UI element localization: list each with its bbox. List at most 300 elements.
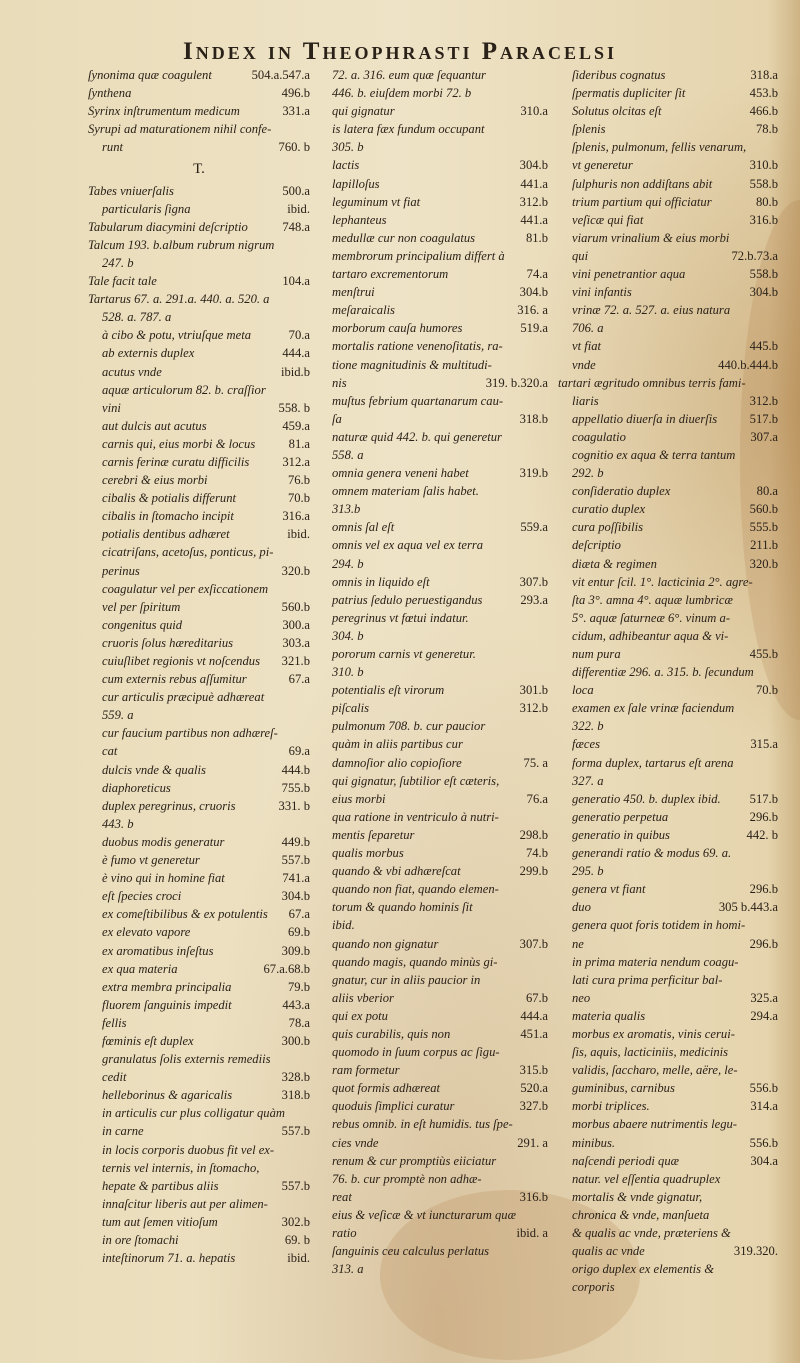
index-entry <box>558 536 778 554</box>
entry-text: 294. b <box>332 556 364 571</box>
entry-text: aliis vberior <box>332 990 394 1005</box>
page-reference: 305 b.443.a <box>718 900 778 915</box>
page-reference: 500.a <box>282 183 310 198</box>
entry-text: ex aromatibus inſeſtus <box>102 943 214 958</box>
page-reference: 300.b <box>281 1033 310 1048</box>
index-entry <box>558 1134 778 1152</box>
page-reference: 316.b <box>749 212 778 227</box>
entry-text: vel per ſpiritum <box>102 599 181 614</box>
index-entry <box>88 598 310 616</box>
index-entry <box>558 356 778 374</box>
entry-text: innaſcitur liberis aut per alimen- <box>102 1196 268 1211</box>
index-entry <box>88 290 310 308</box>
page-reference: 81.a <box>288 436 310 451</box>
entry-text: potentialis eſt virorum <box>332 683 445 698</box>
entry-text: cum externis rebus aſſumitur <box>102 672 247 687</box>
page-reference: 444.b <box>281 762 310 777</box>
index-entry <box>88 453 310 471</box>
index-entry <box>558 1206 778 1224</box>
index-entry <box>558 428 778 446</box>
index-entry <box>558 374 778 392</box>
index-entry <box>318 1260 548 1278</box>
entry-text: helleborinus & agaricalis <box>102 1088 233 1103</box>
entry-text: ibid. <box>332 918 355 933</box>
index-entry <box>88 580 310 598</box>
entry-text: Tartarus 67. a. 291.a. 440. a. 520. a <box>88 292 270 307</box>
index-entry <box>558 410 778 428</box>
entry-text: duobus modis generatur <box>102 834 225 849</box>
index-entry <box>318 536 548 554</box>
entry-text: quomodo in ſuum corpus ac ſigu- <box>332 1045 500 1060</box>
entry-text: cur faucium partibus non adhæreſ- <box>102 726 278 741</box>
index-entry <box>318 1134 548 1152</box>
entry-text: liaris <box>572 393 599 408</box>
page-reference: 74.b <box>525 846 548 861</box>
index-entry <box>318 609 548 627</box>
entry-text: Syrupi ad maturationem nihil confe- <box>88 122 272 137</box>
page-reference: 440.b.444.b <box>718 357 778 372</box>
index-entry <box>558 1188 778 1206</box>
index-entry <box>558 717 778 735</box>
page-reference: 299.b <box>519 864 548 879</box>
entry-text: 310. b <box>332 665 364 680</box>
page-reference: 70.a <box>288 328 310 343</box>
page-reference: 444.a <box>520 1008 548 1023</box>
entry-text: aquæ articulorum 82. b. craſſior <box>102 382 266 397</box>
entry-text: cognitio ex aqua & terra tantum <box>572 447 736 462</box>
entry-text: pororum carnis vt generetur. <box>332 647 476 661</box>
entry-text: num pura <box>572 647 621 661</box>
entry-text: naturæ quid 442. b. qui generetur <box>332 429 502 444</box>
index-entry <box>318 156 548 174</box>
entry-text: ab externis duplex <box>102 346 195 361</box>
page-reference: 81.b <box>525 230 548 245</box>
entry-text: 322. b <box>572 719 604 734</box>
index-entry <box>558 446 778 464</box>
index-entry <box>88 1195 310 1213</box>
entry-text: 443. b <box>102 816 134 831</box>
page-reference: 316.b <box>519 1189 548 1204</box>
index-entry <box>558 229 778 247</box>
index-entry <box>318 518 548 536</box>
page-reference: 76.a <box>526 791 548 806</box>
page-reference: 559.a <box>520 520 548 535</box>
entry-text: vt generetur <box>572 158 633 173</box>
index-entry <box>88 1104 310 1122</box>
entry-text: cicatriſans, acetoſus, ponticus, pi- <box>102 545 274 560</box>
entry-text: morborum cauſa humores <box>332 321 463 336</box>
entry-text: 305. b <box>332 140 364 155</box>
page-reference: 325.a <box>750 990 778 1005</box>
index-entry <box>558 84 778 102</box>
entry-text: qui gignatur, ſubtilior eſt cæteris, <box>332 773 500 788</box>
index-entry <box>558 138 778 156</box>
entry-text: minibus. <box>572 1135 616 1150</box>
entry-text: leguminum vt fiat <box>332 194 421 209</box>
entry-text: ſa <box>332 411 342 426</box>
entry-text: generatio 450. b. duplex ibid. <box>572 791 721 806</box>
entry-text: curatio duplex <box>572 502 646 517</box>
index-entry <box>558 247 778 265</box>
index-entry <box>318 1061 548 1079</box>
index-entry <box>558 645 778 663</box>
index-entry <box>318 627 548 645</box>
index-entry <box>318 916 548 934</box>
entry-text: ex comeſtibilibus & ex potulentis <box>102 907 268 922</box>
index-entry <box>558 754 778 772</box>
index-entry <box>88 344 310 362</box>
entry-text: is latera fæx fundum occupant <box>332 122 485 137</box>
entry-text: diaphoreticus <box>102 780 171 795</box>
page-reference: 327.b <box>519 1099 548 1114</box>
entry-text: 313. a <box>332 1262 364 1277</box>
index-entry <box>88 1068 310 1086</box>
entry-text: carnis ferinæ curatu difficilis <box>102 454 250 469</box>
index-entry <box>318 1025 548 1043</box>
page-reference: 558.b <box>749 267 778 282</box>
page-reference: 557.b <box>281 1178 310 1193</box>
index-entry <box>318 500 548 518</box>
page-reference: 741.a <box>282 871 310 886</box>
index-entry <box>318 735 548 753</box>
entry-text: renum & cur promptiùs eiiciatur <box>332 1153 497 1168</box>
index-entry <box>318 1242 548 1260</box>
page-reference: 298.b <box>519 827 548 842</box>
index-entry <box>318 971 548 989</box>
index-entry <box>558 591 778 609</box>
index-entry <box>558 573 778 591</box>
entry-text: 327. a <box>572 773 604 788</box>
index-entry <box>318 953 548 971</box>
entry-text: menſtrui <box>332 285 375 300</box>
index-entry <box>318 844 548 862</box>
entry-text: cerebri & eius morbi <box>102 473 208 488</box>
page-reference: 78.b <box>755 122 778 137</box>
index-column-3 <box>558 66 778 1303</box>
entry-text: appellatio diuerſa in diuerſis <box>572 411 718 426</box>
page-reference: 314.a <box>750 1099 778 1114</box>
index-entry <box>558 319 778 337</box>
entry-text: Syrinx inſtrumentum medicum <box>88 104 240 119</box>
entry-text: morbi triplices. <box>572 1099 650 1114</box>
entry-text: meſaraicalis <box>332 303 395 318</box>
entry-text: granulatus ſolis externis remediis <box>102 1052 271 1067</box>
page-reference: 443.a <box>282 997 310 1012</box>
entry-text: mortalis & vnde gignatur, <box>572 1189 703 1204</box>
index-entry <box>558 301 778 319</box>
index-entry <box>318 880 548 898</box>
page-reference: 302.b <box>281 1214 310 1229</box>
index-entry <box>318 66 548 84</box>
page-reference: 304.a <box>750 1153 778 1168</box>
entry-text: ſanguinis ceu calculus perlatus <box>332 1244 490 1259</box>
entry-text: ne <box>572 936 584 951</box>
page-reference: 315.a <box>750 737 778 752</box>
page-reference: 442. b <box>746 827 778 842</box>
entry-text: qualis ac vnde <box>572 1244 645 1259</box>
entry-text: muſtus febrium quartanarum cau- <box>332 393 504 408</box>
index-entry <box>88 1014 310 1032</box>
index-entry <box>318 772 548 790</box>
index-entry <box>88 543 310 561</box>
index-entry <box>88 688 310 706</box>
index-entry <box>88 616 310 634</box>
index-entry <box>88 363 310 381</box>
entry-text: gnatur, cur in aliis paucior in <box>332 972 481 987</box>
entry-text: naſcendi periodi quæ <box>572 1153 680 1168</box>
page-reference: 331.a <box>282 104 310 119</box>
index-entry <box>318 301 548 319</box>
entry-text: guminibus, carnibus <box>572 1081 675 1096</box>
entry-text: ſis, aquis, lacticiniis, medicinis <box>572 1045 729 1060</box>
entry-text: extra membra principalia <box>102 979 232 994</box>
index-entry <box>318 1152 548 1170</box>
entry-text: damnoſior alio copioſiore <box>332 755 462 770</box>
page-reference: 76.b <box>287 473 310 488</box>
page-reference: 293.a <box>520 592 548 607</box>
entry-text: ſta 3°. amna 4°. aquæ lumbricæ <box>572 592 733 607</box>
index-entry <box>318 265 548 283</box>
index-entry <box>318 573 548 591</box>
page-reference: 466.b <box>749 104 778 119</box>
index-entry <box>558 808 778 826</box>
entry-text: cuiuſlibet regionis vt noſcendus <box>102 654 260 668</box>
index-entry <box>558 193 778 211</box>
index-entry <box>88 706 310 724</box>
page-reference: 211.b <box>750 538 778 553</box>
entry-text: morbus abaere nutrimentis legu- <box>572 1117 737 1132</box>
index-entry <box>318 1043 548 1061</box>
index-entry <box>318 193 548 211</box>
index-entry <box>88 84 310 102</box>
page-reference: 556.b <box>749 1081 778 1096</box>
entry-text: quàm in aliis partibus cur <box>332 737 463 752</box>
index-entry <box>88 1177 310 1195</box>
entry-text: 76. b. cur promptè non adhæ- <box>332 1171 482 1186</box>
index-entry <box>318 283 548 301</box>
index-entry <box>558 627 778 645</box>
index-entry <box>558 1061 778 1079</box>
page-reference: 320.b <box>749 556 778 571</box>
entry-text: quando non fiat, quando elemen- <box>332 882 499 897</box>
index-entry <box>318 392 548 410</box>
page-reference: 67.a <box>288 672 310 687</box>
index-entry <box>88 254 310 272</box>
index-entry <box>88 507 310 525</box>
index-entry <box>318 247 548 265</box>
entry-text: ſynthena <box>88 86 132 101</box>
entry-text: lactis <box>332 158 360 173</box>
entry-text: ternis vel internis, in ſtomacho, <box>102 1160 260 1175</box>
entry-text: ſplenis, pulmonum, fellis venarum, <box>572 140 747 155</box>
entry-text: omnia genera veneni habet <box>332 466 469 481</box>
entry-text: dulcis vnde & qualis <box>102 762 206 777</box>
page-reference: ibid. <box>287 201 310 216</box>
entry-text: conſideratio duplex <box>572 484 671 499</box>
page-reference: 301.b <box>519 683 548 698</box>
entry-text: in prima materia nendum coagu- <box>572 954 739 969</box>
page-reference: 312.b <box>519 194 548 209</box>
index-entry <box>88 1249 310 1267</box>
entry-text: 295. b <box>572 864 604 879</box>
page-reference: 519.a <box>520 321 548 336</box>
index-entry <box>88 182 310 200</box>
page-reference: 296.b <box>749 882 778 897</box>
page-reference: 79.b <box>287 979 310 994</box>
entry-text: vnde <box>572 357 596 372</box>
page-reference: 449.b <box>281 834 310 849</box>
entry-text: 528. a. 787. a <box>102 310 172 325</box>
index-entry <box>318 337 548 355</box>
entry-text: Tale facit tale <box>88 274 157 289</box>
entry-text: cibalis in ſtomacho incipit <box>102 509 234 524</box>
entry-text: qualis morbus <box>332 846 404 861</box>
index-entry <box>318 717 548 735</box>
entry-text: carnis qui, eius morbi & locus <box>102 436 256 451</box>
entry-text: genera quot foris totidem in homi- <box>572 918 746 933</box>
entry-text: vini penetrantior aqua <box>572 267 686 282</box>
page-reference: 307.b <box>519 936 548 951</box>
page-reference: 445.b <box>749 339 778 354</box>
index-entry <box>558 156 778 174</box>
index-entry <box>88 887 310 905</box>
index-entry <box>88 996 310 1014</box>
entry-text: 558. a <box>332 447 364 462</box>
entry-text: ſpermatis dupliciter ſit <box>572 86 686 101</box>
page-reference: ibid. a <box>516 1226 548 1240</box>
index-column-1 <box>88 66 310 1303</box>
entry-text: ram formetur <box>332 1063 400 1078</box>
entry-text: è vino qui in homine fiat <box>102 871 225 886</box>
entry-text: è fumo vt generetur <box>102 853 200 868</box>
index-entry <box>558 1115 778 1133</box>
index-entry <box>88 1122 310 1140</box>
entry-text: tione magnitudinis & multitudi- <box>332 357 492 372</box>
index-entry <box>558 120 778 138</box>
page-reference: 315.b <box>519 1063 548 1078</box>
index-entry <box>318 663 548 681</box>
entry-text: in articulis cur plus colligatur quàm <box>102 1106 285 1121</box>
index-entry <box>88 960 310 978</box>
entry-text: ex qua materia <box>102 961 178 976</box>
page-reference: 291. a <box>517 1135 548 1150</box>
entry-text: corporis <box>572 1280 615 1295</box>
entry-text: membrorum principalium differt à <box>332 248 505 263</box>
page-reference: 748.a <box>282 219 310 234</box>
index-entry <box>558 772 778 790</box>
entry-text: cies vnde <box>332 1135 379 1150</box>
entry-text: 559. a <box>102 708 134 723</box>
entry-text: fluorem ſanguinis impedit <box>102 997 232 1012</box>
index-entry <box>558 989 778 1007</box>
index-entry <box>558 1025 778 1043</box>
index-entry <box>318 1224 548 1242</box>
entry-text: rebus omnib. in eſt humidis. tus ſpe- <box>332 1117 513 1132</box>
index-entry <box>558 555 778 573</box>
entry-text: duo <box>572 900 591 915</box>
entry-text: eius morbi <box>332 791 386 806</box>
entry-text: inteſtinorum 71. a. hepatis <box>102 1251 236 1266</box>
page-reference: 755.b <box>281 780 310 795</box>
index-entry <box>558 1242 778 1260</box>
index-entry <box>558 1260 778 1278</box>
index-entry <box>318 120 548 138</box>
entry-text: patrius ſedulo peruestigandus <box>332 592 483 607</box>
entry-text: aut dulcis aut acutus <box>102 418 207 433</box>
page-reference: 69. b <box>284 1233 310 1247</box>
index-entry <box>88 942 310 960</box>
index-entry <box>318 862 548 880</box>
index-entry <box>558 500 778 518</box>
entry-text: examen ex ſale vrinæ faciendum <box>572 701 735 716</box>
entry-text: Talcum 193. b.album rubrum nigrum <box>88 237 275 252</box>
index-entry <box>318 356 548 374</box>
index-entry <box>88 381 310 399</box>
page-reference: 75. a <box>523 755 548 770</box>
index-entry <box>88 525 310 543</box>
page-header: Index in Theophrasti Paracelsi <box>182 38 618 65</box>
entry-text: hepate & partibus aliis <box>102 1178 219 1193</box>
index-entry <box>318 1097 548 1115</box>
index-entry <box>558 935 778 953</box>
entry-text: vini <box>102 400 121 415</box>
index-entry <box>318 1188 548 1206</box>
page-reference: 300.a <box>282 617 310 632</box>
index-entry <box>318 699 548 717</box>
entry-text: in ore ſtomachi <box>102 1233 179 1247</box>
entry-text: 292. b <box>572 466 604 481</box>
page-reference: 80.b <box>755 194 778 209</box>
page-reference: 74.a <box>526 267 548 282</box>
entry-text: Tabularum diacymini deſcriptio <box>88 219 248 234</box>
index-entry <box>88 1050 310 1068</box>
index-entry <box>558 1278 778 1296</box>
index-entry <box>558 790 778 808</box>
index-entry <box>318 482 548 500</box>
index-entry <box>88 779 310 797</box>
index-entry <box>88 399 310 417</box>
entry-text: coagulatur vel per exſiccationem <box>102 581 269 596</box>
page-reference: 307.a <box>750 429 778 444</box>
index-entry <box>88 815 310 833</box>
page-reference: 312.a <box>282 454 310 469</box>
entry-text: mortalis ratione venenoſitatis, ra- <box>332 339 503 354</box>
index-entry <box>558 66 778 84</box>
entry-text: quoduis ſimplici curatur <box>332 1099 455 1114</box>
entry-text: cat <box>102 744 118 759</box>
index-entry <box>318 211 548 229</box>
page-reference: 304.b <box>281 889 310 904</box>
entry-text: in locis corporis duobus fit vel ex- <box>102 1142 275 1157</box>
index-entry <box>558 898 778 916</box>
page-reference: 319. b.320.a <box>485 375 548 390</box>
index-entry <box>318 1206 548 1224</box>
entry-text: ſplenis <box>572 122 606 137</box>
page-reference: 69.a <box>288 744 310 759</box>
index-entry <box>558 211 778 229</box>
index-entry <box>88 120 310 138</box>
index-entry <box>558 1170 778 1188</box>
page-reference: 304.b <box>519 158 548 173</box>
page-reference: 67.a <box>288 907 310 922</box>
page-reference: 310.a <box>520 104 548 119</box>
entry-text: qui gignatur <box>332 104 395 119</box>
page-reference: 316. a <box>517 303 548 318</box>
page-reference: 496.b <box>281 86 310 101</box>
index-entry <box>558 826 778 844</box>
entry-text: genera vt fiant <box>572 882 646 897</box>
page-reference: 444.a <box>282 346 310 361</box>
